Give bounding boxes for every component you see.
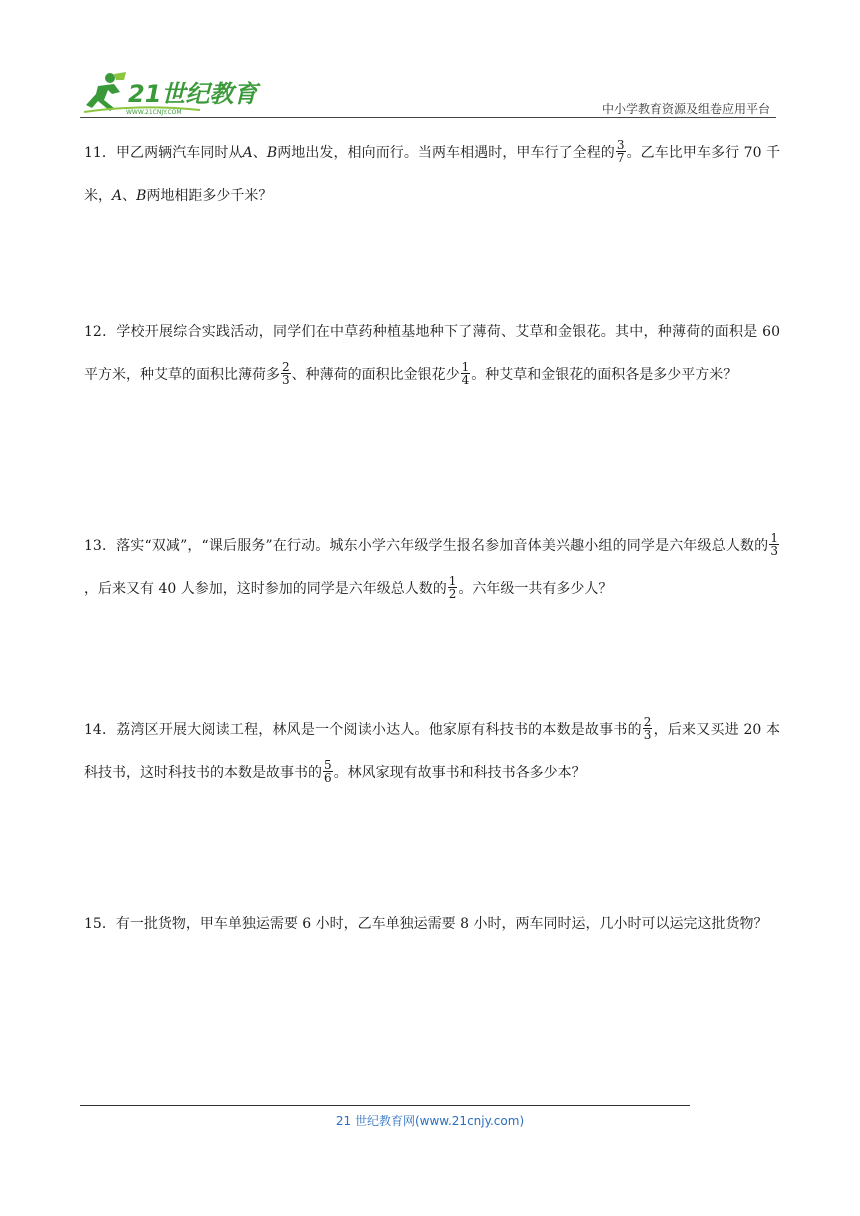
denominator: 2 xyxy=(448,586,457,601)
question-text: 。林风家现有故事书和科技书各多少本？ xyxy=(333,765,586,781)
question-text: 、种薄荷的面积比金银花少 xyxy=(291,367,460,383)
numerator: 1 xyxy=(448,573,457,588)
denominator: 3 xyxy=(770,543,778,558)
question-text: 两地相距多少千米？ xyxy=(146,188,273,204)
question-text: 落实“双减”，“课后服务”在行动。城东小学六年级学生报名参加音体美兴趣小组的同学是六年级总人数的 xyxy=(116,538,769,554)
denominator: 7 xyxy=(616,150,625,165)
question-number: 12． xyxy=(84,324,117,340)
numerator: 1 xyxy=(461,359,470,374)
fraction xyxy=(281,361,291,386)
question-text: ，后来又买进 20 本科技书，这时科技书的本数是故事书的 xyxy=(84,722,780,781)
question-text: 荔湾区开展大阅读工程，林风是一个阅读小达人。他家原有科技书的本数是故事书的 xyxy=(116,722,642,738)
point-b: B xyxy=(266,145,278,161)
question-text: 甲乙两辆汽车同时从 xyxy=(115,145,243,161)
separator: 、 xyxy=(122,188,137,204)
point-a: A xyxy=(112,188,123,204)
question-number: 11． xyxy=(84,145,116,161)
point-b: B xyxy=(136,188,147,204)
question-text: 学校开展综合实践活动，同学们在中草药种植基地种下了薄荷、艾草和金银花。其中，种薄荷的面积是 60 平方米，种艾草的面积比薄荷多 xyxy=(84,324,780,383)
fraction xyxy=(616,139,626,164)
numerator: 5 xyxy=(324,757,332,772)
fraction xyxy=(769,532,779,557)
question-text: 两地出发，相向而行。当两车相遇时，甲车行了全程的 xyxy=(277,145,615,161)
footer-link[interactable]: 21 世纪教育网(www.21cnjy.com) xyxy=(335,1114,525,1128)
question-number: 13． xyxy=(84,538,117,554)
question-text: ，后来又有 40 人参加，这时参加的同学是六年级总人数的 xyxy=(84,581,447,597)
fraction xyxy=(448,575,458,600)
question-text: 。六年级一共有多少人？ xyxy=(458,581,613,597)
denominator: 3 xyxy=(282,372,290,387)
denominator: 4 xyxy=(461,372,470,387)
fraction xyxy=(643,716,653,741)
question-13 xyxy=(84,525,780,611)
separator: 、 xyxy=(252,145,267,161)
question-text: 有一批货物，甲车单独运需要 6 小时，乙车单独运需要 8 小时，两车同时运，几小时可以运完这批货物？ xyxy=(115,916,768,932)
fraction xyxy=(461,361,471,386)
numerator: 2 xyxy=(643,714,652,729)
site-logo xyxy=(80,68,280,116)
denominator: 6 xyxy=(324,770,332,785)
question-number: 15． xyxy=(84,916,116,932)
question-number: 14． xyxy=(84,722,117,738)
numerator: 1 xyxy=(770,530,778,545)
header-divider xyxy=(80,117,776,118)
platform-name: 中小学教育资源及组卷应用平台 xyxy=(601,102,770,116)
page-header xyxy=(80,68,776,118)
question-text: 。乙车比甲车多行 70 千米， xyxy=(84,145,780,204)
question-11 xyxy=(84,132,780,218)
denominator: 3 xyxy=(643,727,652,742)
footer-divider xyxy=(80,1105,690,1106)
question-15 xyxy=(84,903,780,946)
point-a: A xyxy=(242,145,253,161)
fraction xyxy=(323,759,333,784)
question-12 xyxy=(84,311,780,397)
question-14 xyxy=(84,709,780,795)
logo-subtext: WWW.21CNJY.COM xyxy=(126,109,182,116)
logo-text: 21世纪教育 xyxy=(128,80,258,108)
numerator: 2 xyxy=(282,359,290,374)
question-text: 。种艾草和金银花的面积各是多少平方米？ xyxy=(471,367,738,383)
numerator: 3 xyxy=(616,137,625,152)
